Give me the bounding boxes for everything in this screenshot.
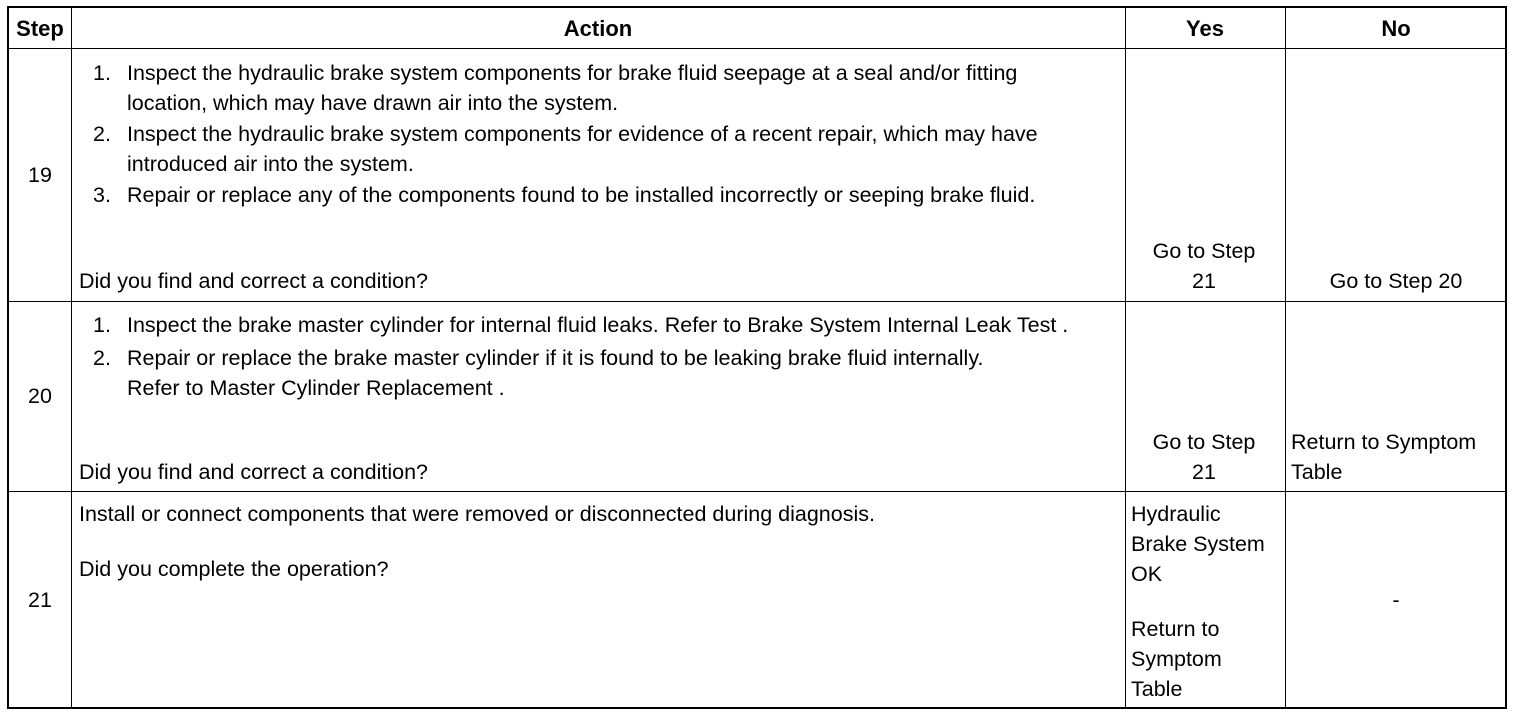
yes-cell: Go to Step 21 <box>1152 430 1256 484</box>
action-cell <box>79 310 1119 403</box>
yes-cell-secondary: Return to Symptom Table <box>1131 617 1222 701</box>
list-item <box>79 343 1119 403</box>
column-divider <box>71 8 72 707</box>
step-number: 20 <box>28 384 52 408</box>
no-cell: - <box>1392 587 1400 612</box>
yes-cell-primary: Hydraulic Brake System OK <box>1131 502 1265 586</box>
action-text: Install or connect components that were removed or disconnected during diagnosis. <box>79 502 875 526</box>
item-number: 2. <box>93 122 111 146</box>
diagnostic-table <box>7 6 1507 709</box>
item-number: 2. <box>93 346 111 370</box>
item-text: Inspect the brake master cylinder for internal fluid leaks. Refer to Brake System Internal Leak Test . <box>127 313 1069 337</box>
list-item <box>79 310 1119 340</box>
yes-cell: Go to Step 21 <box>1152 239 1256 293</box>
step-number: 19 <box>28 162 52 187</box>
question-text: Did you find and correct a condition? <box>79 460 428 484</box>
item-number: 1. <box>93 313 111 337</box>
header-no: No <box>1381 16 1411 41</box>
header-yes: Yes <box>1186 16 1224 41</box>
list-item <box>79 58 1119 118</box>
question-text: Did you complete the operation? <box>79 557 389 581</box>
row-divider <box>9 301 1505 302</box>
item-text: Repair or replace the brake master cylinder if it is found to be leaking brake fluid internally. Refer to Master Cylinder Replacement . <box>127 346 984 400</box>
column-divider <box>1125 8 1126 707</box>
instruction-list <box>79 310 1119 403</box>
step-number: 21 <box>28 587 52 612</box>
header-action: Action <box>563 16 633 41</box>
header-step: Step <box>16 16 64 41</box>
instruction-list <box>79 58 1119 210</box>
item-text: Inspect the hydraulic brake system components for brake fluid seepage at a seal and/or fitting location, which may have drawn air into the system. <box>127 61 1018 115</box>
list-item <box>79 119 1119 179</box>
row-divider <box>9 491 1505 492</box>
question-text: Did you find and correct a condition? <box>79 269 428 293</box>
list-item <box>79 180 1119 210</box>
item-text: Inspect the hydraulic brake system components for evidence of a recent repair, which may have introduced air into the system. <box>127 122 1038 176</box>
no-cell: Return to Symptom Table <box>1291 430 1477 484</box>
no-cell: Go to Step 20 <box>1329 269 1463 293</box>
action-cell <box>79 58 1119 210</box>
item-text: Repair or replace any of the components found to be installed incorrectly or seeping brake fluid. <box>127 183 1036 207</box>
item-number: 3. <box>93 183 111 207</box>
item-number: 1. <box>93 61 111 85</box>
